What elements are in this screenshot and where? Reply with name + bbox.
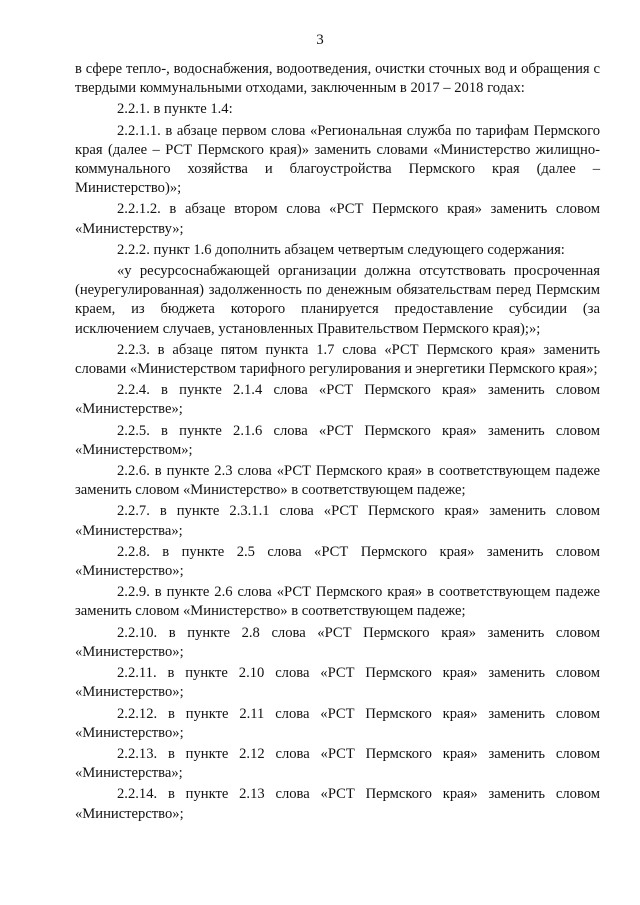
paragraph-quoted-addition: «у ресурсоснабжающей организации должна отсутствовать просроченная (неурегулированная) задолженность по денежным обязательствам перед Пермским краем, из бюджета которого планируется предоставление субсидии (за исключением случаев, установленных Правительством Пермского края);»;: [75, 263, 600, 337]
paragraph-2-2-13: 2.2.13. в пункте 2.12 слова «РСТ Пермского края» заменить словом «Министерства»;: [75, 745, 600, 782]
paragraph-2-2-7: 2.2.7. в пункте 2.3.1.1 слова «РСТ Пермского края» заменить словом «Министерства»;: [75, 503, 600, 539]
paragraph-continuation: в сфере тепло-, водоснабжения, водоотведения, очистки сточных вод и обращения с твердыми коммунальными отходами, заключенным в 2017 – 2018 годах:: [75, 61, 600, 97]
paragraph-2-2-12: 2.2.12. в пункте 2.11 слова «РСТ Пермского края» заменить словом «Министерство»;: [75, 705, 600, 741]
paragraph-2-2-11: 2.2.11. в пункте 2.10 слова «РСТ Пермского края» заменить словом «Министерство»;: [75, 665, 600, 701]
paragraph-2-2-14: 2.2.14. в пункте 2.13 слова «РСТ Пермского края» заменить словом «Министерство»;: [75, 786, 600, 822]
document-body: [75, 60, 600, 826]
paragraph-2-2-1-1: 2.2.1.1. в абзаце первом слова «Региональная служба по тарифам Пермского края (далее – РСТ Пермского края)» заменить словами «Министерство жилищно-коммунального хозяйства и благоустройства Пермского края (далее – Министерство)»;: [75, 122, 600, 197]
paragraph-2-2-9: 2.2.9. в пункте 2.6 слова «РСТ Пермского края» в соответствующем падеже заменить словом «Министерство» в соответствующем падеже;: [75, 584, 600, 620]
paragraph-2-2-6: 2.2.6. в пункте 2.3 слова «РСТ Пермского края» в соответствующем падеже заменить словом «Министерство» в соответствующем падеже;: [75, 463, 600, 499]
paragraph-2-2-5: 2.2.5. в пункте 2.1.6 слова «РСТ Пермского края» заменить словом «Министерством»;: [75, 422, 600, 458]
paragraph-2-2-8: 2.2.8. в пункте 2.5 слова «РСТ Пермского края» заменить словом «Министерство»;: [75, 543, 600, 580]
paragraph-2-2-4: 2.2.4. в пункте 2.1.4 слова «РСТ Пермского края» заменить словом «Министерстве»;: [75, 382, 600, 418]
page-number: 3: [316, 32, 324, 48]
paragraph-2-2-1-2: 2.2.1.2. в абзаце втором слова «РСТ Пермского края» заменить словом «Министерству»;: [75, 201, 600, 237]
paragraph-2-2-3: 2.2.3. в абзаце пятом пункта 1.7 слова «РСТ Пермского края» заменить словами «Министерством тарифного регулирования и энергетики Пермского края»;: [75, 341, 600, 378]
paragraph-2-2-10: 2.2.10. в пункте 2.8 слова «РСТ Пермского края» заменить словом «Министерство»;: [75, 624, 600, 660]
paragraph-2-2-1: 2.2.1. в пункте 1.4:: [117, 101, 233, 118]
paragraph-2-2-2: 2.2.2. пункт 1.6 дополнить абзацем четвертым следующего содержания:: [117, 241, 565, 258]
